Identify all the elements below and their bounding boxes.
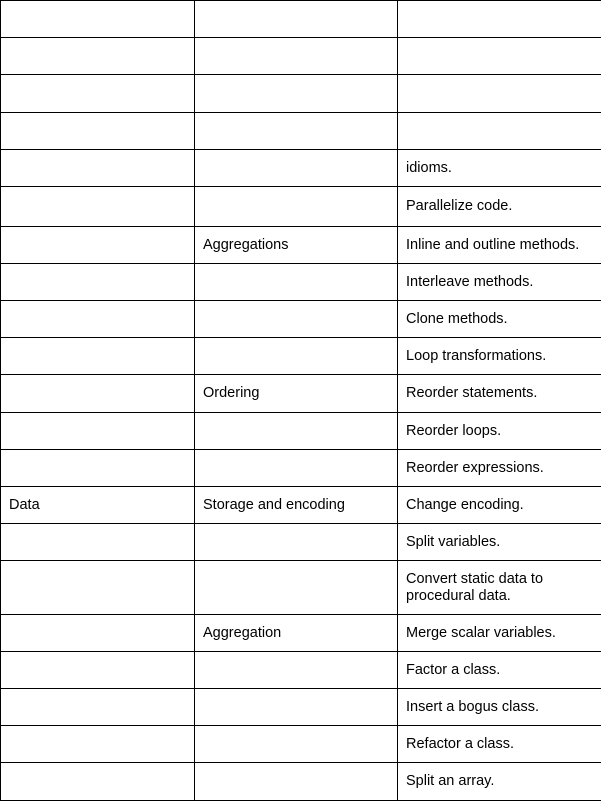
subcategory-cell	[195, 150, 398, 187]
category-cell	[1, 75, 195, 113]
table-row	[1, 689, 601, 726]
category-cell	[1, 113, 195, 150]
table-row	[1, 413, 601, 450]
technique-cell: idioms.	[398, 150, 601, 187]
technique-cell: Parallelize code.	[398, 187, 601, 227]
technique-cell: Inline and outline methods.	[398, 227, 601, 264]
category-cell	[1, 227, 195, 264]
table-row	[1, 338, 601, 375]
technique-cell: Reorder expressions.	[398, 450, 601, 487]
technique-cell: Interleave methods.	[398, 264, 601, 301]
table-row	[1, 187, 601, 227]
technique-cell: Clone methods.	[398, 301, 601, 338]
subcategory-cell: Aggregations	[195, 227, 398, 264]
subcategory-cell	[195, 1, 398, 38]
table-row	[1, 113, 601, 150]
category-cell	[1, 689, 195, 726]
technique-cell	[398, 38, 601, 75]
table-row	[1, 726, 601, 763]
category-cell	[1, 524, 195, 561]
table-row	[1, 487, 601, 524]
category-cell	[1, 187, 195, 227]
technique-cell: Change encoding.	[398, 487, 601, 524]
subcategory-cell: Aggregation	[195, 615, 398, 652]
category-cell	[1, 652, 195, 689]
category-cell	[1, 301, 195, 338]
table-body	[1, 1, 601, 801]
subcategory-cell	[195, 113, 398, 150]
table-row	[1, 264, 601, 301]
category-cell	[1, 726, 195, 763]
table-row	[1, 615, 601, 652]
subcategory-cell	[195, 524, 398, 561]
technique-cell: Factor a class.	[398, 652, 601, 689]
technique-cell: Merge scalar variables.	[398, 615, 601, 652]
subcategory-cell: Storage and encoding	[195, 487, 398, 524]
technique-cell: Reorder statements.	[398, 375, 601, 413]
table-row	[1, 561, 601, 615]
category-cell	[1, 763, 195, 801]
technique-cell: Reorder loops.	[398, 413, 601, 450]
subcategory-cell	[195, 413, 398, 450]
category-cell	[1, 615, 195, 652]
category-cell	[1, 413, 195, 450]
category-cell	[1, 1, 195, 38]
table-row	[1, 75, 601, 113]
technique-cell	[398, 113, 601, 150]
table-row	[1, 150, 601, 187]
table-row	[1, 652, 601, 689]
subcategory-cell	[195, 38, 398, 75]
table-row	[1, 301, 601, 338]
category-cell	[1, 150, 195, 187]
subcategory-cell	[195, 264, 398, 301]
subcategory-cell	[195, 689, 398, 726]
technique-cell: Split an array.	[398, 763, 601, 801]
subcategory-cell: Ordering	[195, 375, 398, 413]
table-row	[1, 450, 601, 487]
category-cell	[1, 38, 195, 75]
table-row	[1, 227, 601, 264]
subcategory-cell	[195, 450, 398, 487]
technique-cell: Split variables.	[398, 524, 601, 561]
technique-cell: Insert a bogus class.	[398, 689, 601, 726]
category-cell	[1, 450, 195, 487]
category-cell	[1, 338, 195, 375]
technique-cell: Convert static data to procedural data.	[398, 561, 601, 615]
technique-cell	[398, 1, 601, 38]
subcategory-cell	[195, 763, 398, 801]
table-row	[1, 375, 601, 413]
table-row	[1, 38, 601, 75]
technique-cell: Refactor a class.	[398, 726, 601, 763]
subcategory-cell	[195, 301, 398, 338]
category-cell: Data	[1, 487, 195, 524]
subcategory-cell	[195, 338, 398, 375]
subcategory-cell	[195, 187, 398, 227]
subcategory-cell	[195, 726, 398, 763]
subcategory-cell	[195, 652, 398, 689]
technique-cell: Loop transformations.	[398, 338, 601, 375]
category-cell	[1, 375, 195, 413]
table-row	[1, 524, 601, 561]
subcategory-cell	[195, 75, 398, 113]
subcategory-cell	[195, 561, 398, 615]
technique-cell	[398, 75, 601, 113]
table-row	[1, 1, 601, 38]
table-row	[1, 763, 601, 801]
category-cell	[1, 561, 195, 615]
category-cell	[1, 264, 195, 301]
